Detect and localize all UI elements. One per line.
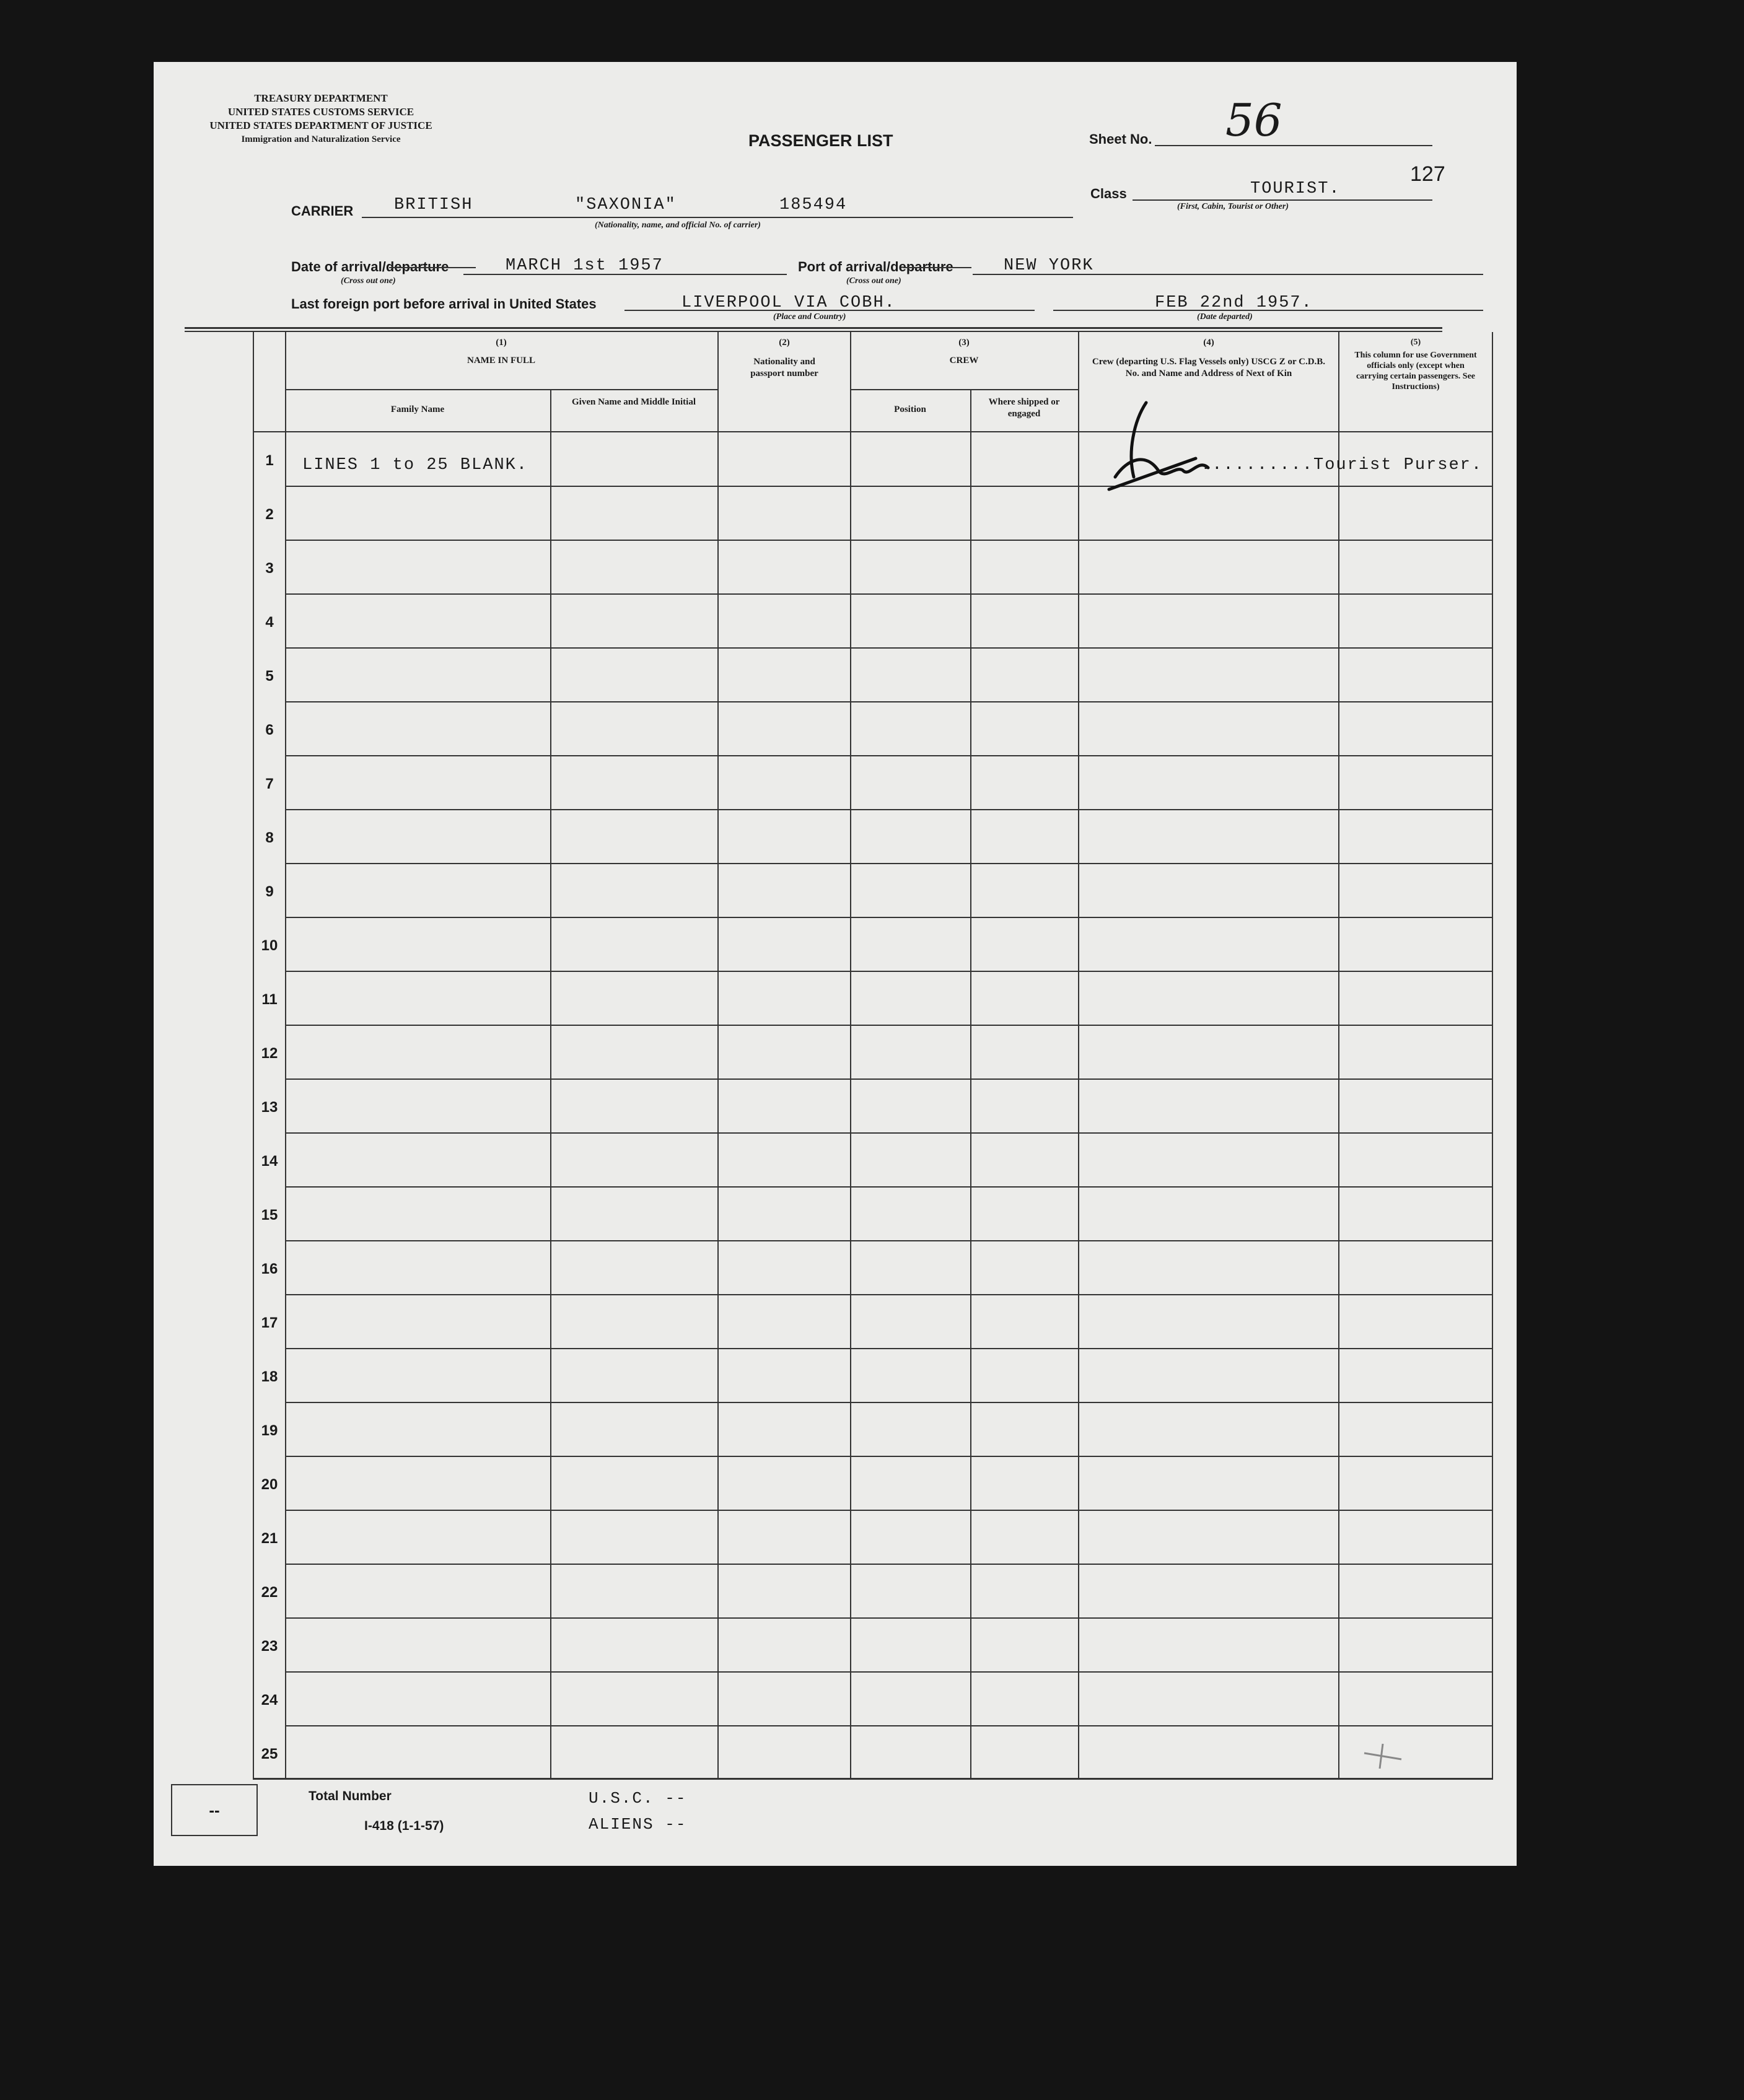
strikeout-port-departure [903, 267, 971, 268]
row-number: 4 [265, 614, 274, 631]
col1-header [285, 337, 717, 367]
agency-line-ins: Immigration and Naturalization Service [241, 134, 401, 144]
row-line [285, 1186, 1493, 1188]
col4-number: (4) [1203, 338, 1214, 348]
sheet-no-underline [1155, 145, 1432, 146]
col-divider-4 [1338, 332, 1339, 1779]
port-value: NEW YORK [1004, 256, 1094, 275]
row-line [285, 1294, 1493, 1295]
class-value: TOURIST. [1250, 180, 1341, 198]
row-number: 8 [265, 829, 274, 846]
class-underline [1133, 199, 1432, 201]
row-line [285, 863, 1493, 864]
col1b-header: Given Name and Middle Initial [571, 397, 696, 407]
col-divider-2 [850, 332, 851, 1779]
row-line [285, 1025, 1493, 1026]
carrier-note: (Nationality, name, and official No. of carrier) [595, 221, 761, 230]
row-line [285, 540, 1493, 541]
last-port-value: LIVERPOOL VIA COBH. [681, 294, 896, 312]
sheet-no-label: Sheet No. [1089, 131, 1152, 147]
row-line [285, 486, 1493, 487]
row-line [285, 1671, 1493, 1673]
passenger-list-sheet [154, 62, 1517, 1866]
col2-title: Nationality and passport number [750, 357, 818, 378]
carrier-vessel-name: "SAXONIA" [575, 196, 677, 214]
row-number: 14 [261, 1153, 278, 1170]
row-number: 21 [261, 1530, 278, 1547]
class-label: Class [1090, 186, 1127, 201]
carrier-label: CARRIER [291, 203, 354, 219]
subheader-rule-1 [285, 389, 717, 390]
col4-header [1079, 337, 1338, 380]
row-number: 7 [265, 776, 274, 792]
col3b-header: Where shipped or engaged [988, 397, 1060, 419]
subheader-rule-3 [850, 389, 1078, 390]
row-number: 5 [265, 668, 274, 685]
col5-number: (5) [1410, 338, 1421, 347]
col4-title: Crew (departing U.S. Flag Vessels only) USCG Z or C.D.B. No. and Name and Address of Next of Kin [1092, 357, 1326, 378]
row-line [285, 755, 1493, 756]
col5-header [1339, 337, 1492, 392]
total-usc: U.S.C. -- [589, 1789, 687, 1808]
agency-header [206, 92, 436, 146]
last-port-place-note: (Place and Country) [773, 312, 846, 322]
row-line [285, 593, 1493, 595]
col1-number: (1) [496, 338, 507, 348]
pencil-mark [1358, 1741, 1408, 1772]
row-number: 11 [261, 991, 278, 1008]
col3-number: (3) [958, 338, 970, 348]
row-number: 6 [265, 722, 274, 738]
signature-text: ..........Tourist Purser. [1201, 456, 1483, 475]
total-number-box [171, 1784, 258, 1836]
signature-mark [1090, 384, 1227, 508]
row-line [285, 1132, 1493, 1134]
row-line [285, 1348, 1493, 1349]
date-departed-value: FEB 22nd 1957. [1155, 294, 1313, 312]
agency-line-customs: UNITED STATES CUSTOMS SERVICE [227, 106, 414, 118]
row-line [285, 1564, 1493, 1565]
row-number: 12 [261, 1045, 278, 1062]
row-line [285, 1456, 1493, 1457]
col3-header [850, 337, 1078, 367]
row-line [285, 917, 1493, 918]
row-number: 25 [261, 1746, 278, 1762]
row-line [285, 1078, 1493, 1080]
col5-title: This column for use Government officials only (except when carrying certain passengers. See Instructions) [1354, 351, 1477, 392]
col3a-header: Position [894, 405, 926, 414]
sheet-no-value: 56 [1225, 94, 1282, 146]
col1-title: NAME IN FULL [467, 356, 535, 365]
strikeout-departure [389, 267, 476, 268]
col-divider-3 [1078, 332, 1079, 1779]
arrival-date-label: Date of arrival/departure [291, 259, 449, 274]
table-left-border [253, 332, 254, 1779]
arrival-date-value: MARCH 1st 1957 [506, 256, 664, 275]
row-number: 22 [261, 1584, 278, 1601]
carrier-nationality: BRITISH [394, 196, 473, 214]
table-bottom-border [253, 1778, 1493, 1780]
carrier-underline [362, 217, 1073, 218]
row-line [285, 1617, 1493, 1619]
arrival-date-note: (Cross out one) [341, 276, 396, 286]
class-note: (First, Cabin, Tourist or Other) [1177, 202, 1289, 211]
row-number: 9 [265, 883, 274, 900]
row-number: 1 [265, 452, 274, 469]
header-rule [185, 327, 1442, 329]
row-number: 17 [261, 1315, 278, 1331]
row-line [285, 1240, 1493, 1241]
row-line [285, 1402, 1493, 1403]
col-divider-1 [717, 332, 719, 1779]
agency-line-justice: UNITED STATES DEPARTMENT OF JUSTICE [209, 120, 432, 131]
row-line [285, 647, 1493, 649]
row-line [285, 701, 1493, 702]
row-number: 18 [261, 1368, 278, 1385]
row-number: 15 [261, 1207, 278, 1223]
carrier-official-no: 185494 [779, 196, 848, 214]
row-number: 19 [261, 1422, 278, 1439]
page-title: PASSENGER LIST [748, 131, 893, 150]
row-line [285, 1510, 1493, 1511]
port-note: (Cross out one) [846, 276, 901, 286]
row-number: 23 [261, 1638, 278, 1655]
header-bottom-rule [253, 431, 1493, 432]
row1-blank-note: LINES 1 to 25 BLANK. [302, 456, 528, 475]
row-line [285, 809, 1493, 810]
row-line [285, 971, 1493, 972]
total-number-label: Total Number [309, 1789, 392, 1803]
agency-line-treasury: TREASURY DEPARTMENT [254, 92, 388, 104]
col3-title: CREW [949, 356, 979, 365]
date-departed-note: (Date departed) [1197, 312, 1253, 322]
header-rule-2 [185, 331, 1442, 332]
form-number: I-418 (1-1-57) [364, 1819, 444, 1833]
row-number: 3 [265, 560, 274, 577]
total-number-value: -- [209, 1801, 220, 1819]
row-number: 13 [261, 1099, 278, 1116]
row-number: 2 [265, 506, 274, 523]
port-label: Port of arrival/departure [798, 259, 953, 274]
row-number: 24 [261, 1692, 278, 1708]
total-aliens: ALIENS -- [589, 1815, 687, 1834]
col-divider-3a [970, 390, 971, 1779]
col1a-header: Family Name [390, 405, 445, 414]
col2-header [719, 337, 850, 380]
col2-number: (2) [779, 338, 790, 348]
row-number: 20 [261, 1476, 278, 1493]
row-number: 10 [261, 937, 278, 954]
col-divider-1a [550, 390, 551, 1779]
row-number: 16 [261, 1261, 278, 1277]
page-number: 127 [1410, 162, 1445, 186]
table-right-border [1492, 332, 1493, 1779]
col-divider-rownum [285, 332, 286, 1779]
last-port-label: Last foreign port before arrival in United States [291, 296, 597, 312]
row-line [285, 1725, 1493, 1726]
